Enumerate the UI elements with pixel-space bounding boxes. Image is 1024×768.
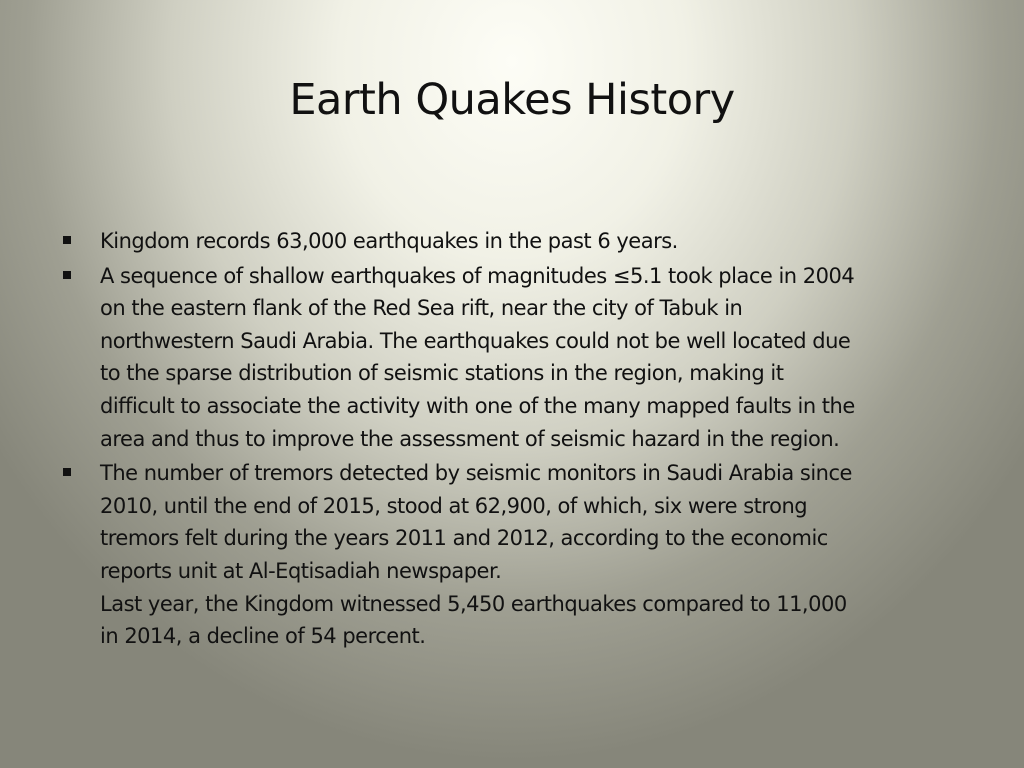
square-bullet-icon bbox=[63, 468, 71, 476]
bullet-text-line: in 2014, a decline of 54 percent. bbox=[100, 624, 426, 649]
bullet-item bbox=[60, 457, 940, 653]
bullet-text-line: The number of tremors detected by seismic monitors in Saudi Arabia since bbox=[100, 461, 852, 486]
bullet-text-line: reports unit at Al-Eqtisadiah newspaper. bbox=[100, 558, 502, 583]
bullet-text-line: 2010, until the end of 2015, stood at 62,900, of which, six were strong bbox=[100, 493, 808, 518]
bullet-text-line: area and thus to improve the assessment of seismic hazard in the region. bbox=[100, 426, 840, 451]
bullet-item bbox=[60, 225, 940, 258]
square-bullet-icon bbox=[63, 236, 71, 244]
bullet-text-line: A sequence of shallow earthquakes of magnitudes ≤5.1 took place in 2004 bbox=[100, 263, 855, 288]
bullet-text-line: Kingdom records 63,000 earthquakes in the past 6 years. bbox=[100, 229, 678, 253]
bullet-text-line: tremors felt during the years 2011 and 2012, according to the economic bbox=[100, 526, 828, 551]
bullet-text-line: Last year, the Kingdom witnessed 5,450 earthquakes compared to 11,000 bbox=[100, 591, 847, 616]
bullet-list bbox=[60, 225, 940, 655]
bullet-text-line: to the sparse distribution of seismic stations in the region, making it bbox=[100, 361, 784, 386]
bullet-text-line: on the eastern flank of the Red Sea rift, near the city of Tabuk in bbox=[100, 296, 743, 321]
square-bullet-icon bbox=[63, 271, 71, 279]
bullet-text-line: difficult to associate the activity with one of the many mapped faults in the bbox=[100, 393, 855, 418]
slide-title: Earth Quakes History bbox=[289, 75, 735, 125]
bullet-item bbox=[60, 260, 940, 456]
bullet-text-line: northwestern Saudi Arabia. The earthquakes could not be well located due bbox=[100, 328, 851, 353]
